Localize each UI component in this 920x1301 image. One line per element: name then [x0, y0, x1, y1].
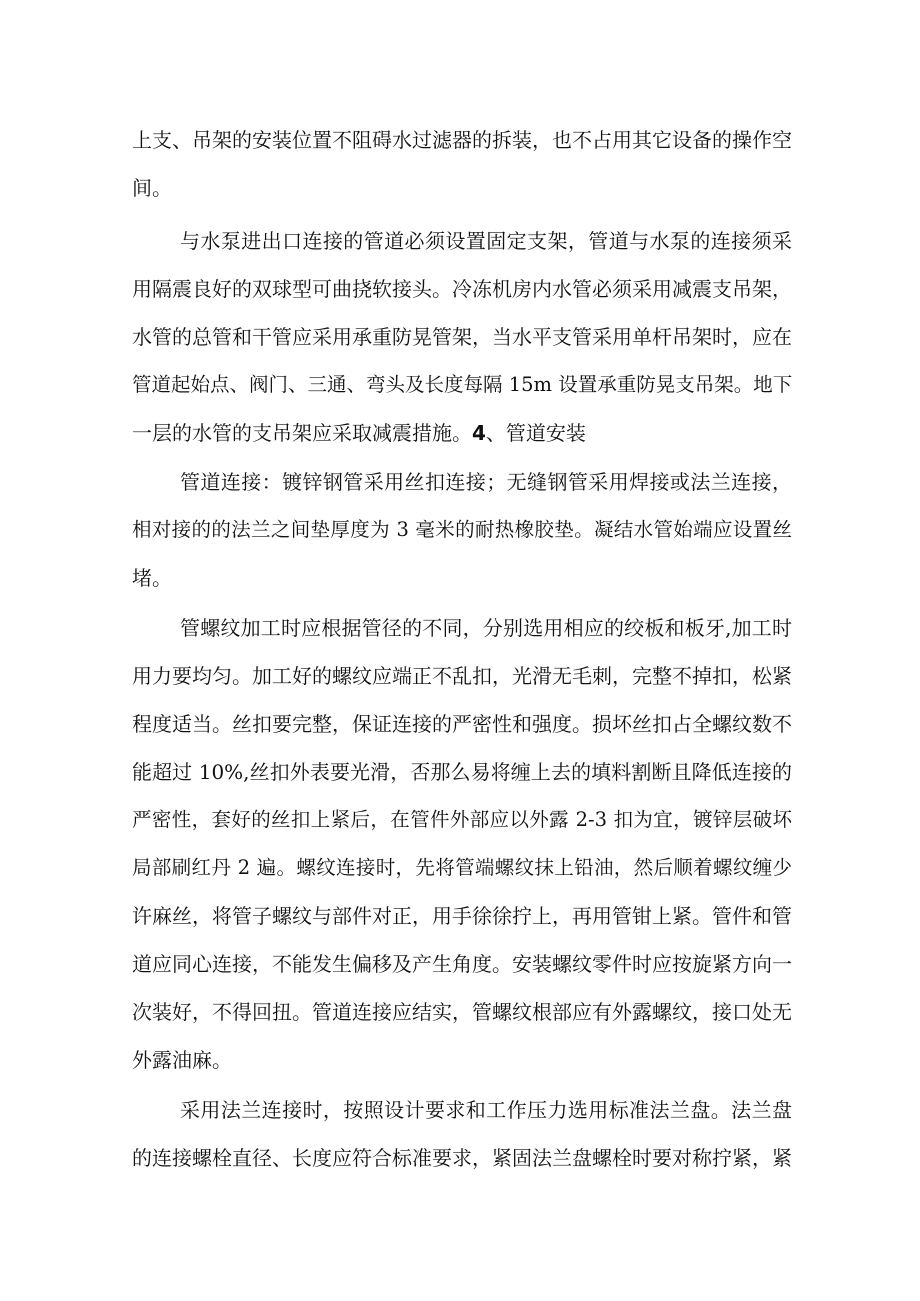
text-line-with-heading	[132, 419, 792, 447]
text-line: 严密性，套好的丝扣上紧后，在管件外部应以外露 2-3 扣为宜，镀锌层破坏	[132, 808, 792, 831]
section-heading: 、管道安装	[485, 421, 586, 445]
text-line: 与水泵进出口连接的管道必须设置固定支架，管道与水泵的连接须采	[180, 229, 792, 253]
text-line: 道应同心连接，不能发生偏移及产生角度。安装螺纹零件时应按旋紧方向一	[132, 952, 792, 976]
text-line: 程度适当。丝扣要完整，保证连接的严密性和强度。损坏丝扣占全螺纹数不	[132, 712, 792, 736]
text-line: 一层的水管的支吊架应采取减震措施。	[132, 421, 472, 445]
text-line: 外露油麻。	[132, 1048, 232, 1072]
text-line: 管道起始点、阀门、三通、弯头及长度每隔 15m 设置承重防晃支吊架。地下	[132, 373, 793, 396]
text-line: 水管的总管和干管应采用承重防晃管架，当水平支管采用单杆吊架时，应在	[132, 325, 792, 349]
text-line: 用隔震良好的双球型可曲挠软接头。冷冻机房内水管必须采用减震支吊架，	[132, 277, 792, 301]
text-line: 堵。	[132, 566, 172, 590]
text-line: 能超过 10%,丝扣外表要光滑，否那么易将缠上去的填料割断且降低连接的	[132, 760, 792, 784]
text-line: 局部刷红丹 2 遍。螺纹连接时，先将管端螺纹抹上铅油，然后顺着螺纹缠少	[132, 856, 792, 879]
text-line: 许麻丝，将管子螺纹与部件对正，用手徐徐拧上，再用管钳上紧。管件和管	[132, 904, 792, 928]
text-line: 次装好，不得回扭。管道连接应结实，管螺纹根部应有外露螺纹，接口处无	[132, 1000, 792, 1024]
text-line: 间。	[132, 176, 172, 200]
text-line: 用力要均匀。加工好的螺纹应端正不乱扣，光滑无毛刺，完整不掉扣，松紧	[132, 664, 792, 688]
text-line: 相对接的的法兰之间垫厚度为 3 毫米的耐热橡胶垫。凝结水管始端应设置丝	[132, 518, 792, 541]
section-heading-number: 4	[472, 421, 486, 445]
text-line: 上支、吊架的安装位置不阻碍水过滤器的拆装，也不占用其它设备的操作空	[132, 128, 792, 152]
text-line: 的连接螺栓直径、长度应符合标准要求，紧固法兰盘螺栓时要对称拧紧，紧	[132, 1146, 792, 1170]
text-line: 管道连接：镀锌钢管采用丝扣连接；无缝钢管采用焊接或法兰连接，	[180, 470, 792, 494]
text-line: 采用法兰连接时，按照设计要求和工作压力选用标准法兰盘。法兰盘	[180, 1098, 792, 1122]
text-line: 管螺纹加工时应根据管径的不同，分别选用相应的绞板和板牙,加工时	[180, 616, 792, 640]
